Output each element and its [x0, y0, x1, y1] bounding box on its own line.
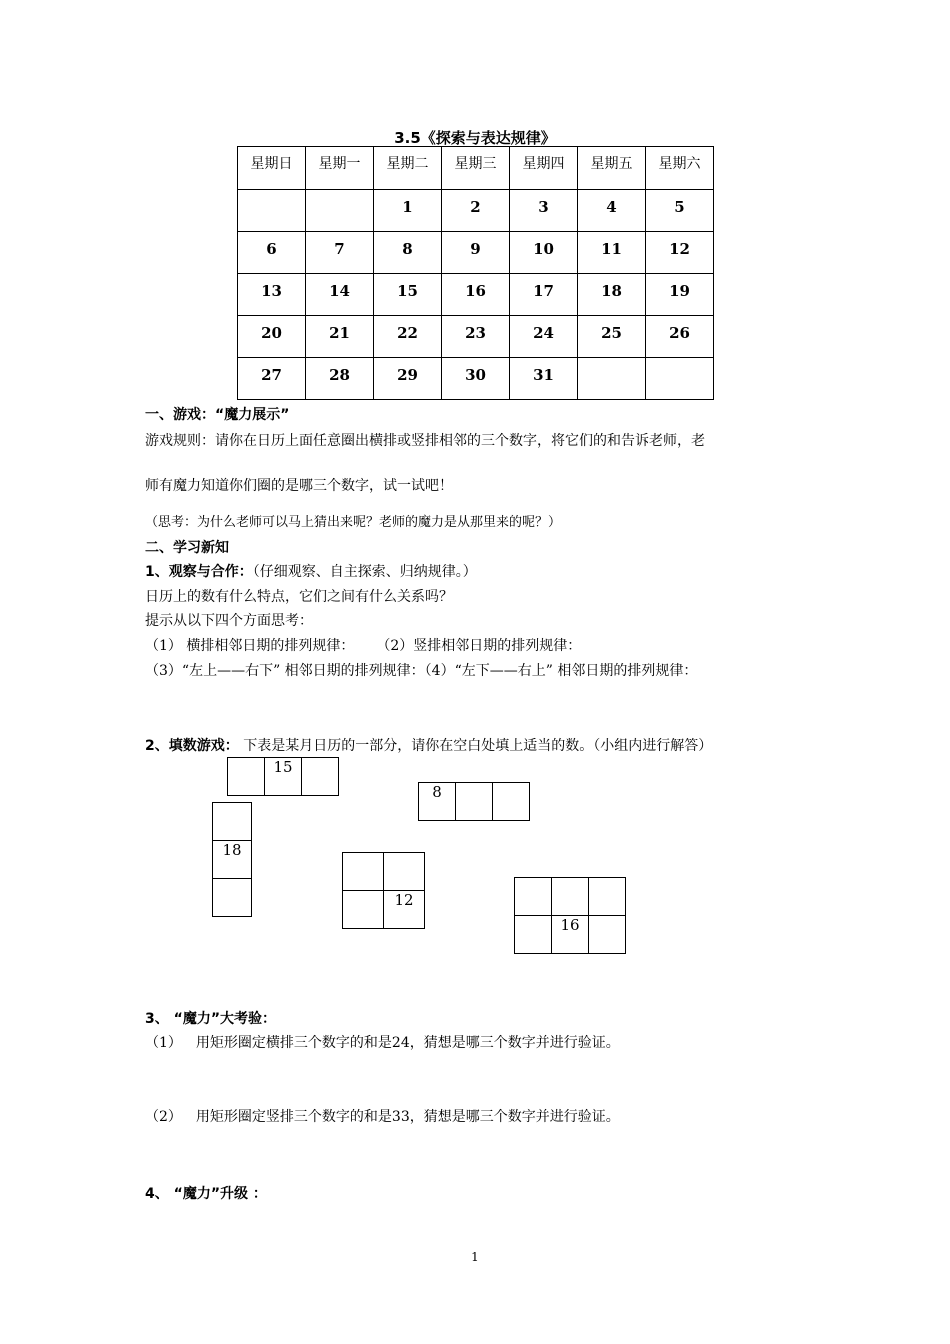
calendar-header-cell: 星期五 [578, 147, 646, 190]
calendar-day-cell: 26 [646, 316, 714, 358]
hint-line-1 [145, 635, 581, 655]
calendar-day-cell: 19 [646, 274, 714, 316]
calendar-day-cell [646, 358, 714, 400]
calendar-day-cell: 15 [374, 274, 442, 316]
q1-label: （1） [145, 1035, 182, 1051]
calendar-day-cell [238, 190, 306, 232]
fill-cell[interactable] [213, 803, 252, 841]
calendar-day-cell: 31 [510, 358, 578, 400]
fill-cell: 8 [419, 783, 456, 821]
calendar-day-cell: 17 [510, 274, 578, 316]
fill-grid-rect-16 [514, 877, 626, 954]
calendar-header-cell: 星期三 [442, 147, 510, 190]
q2-label: （2） [145, 1109, 182, 1125]
calendar-week-row [238, 316, 714, 358]
item1-note: （仔细观察、自主探索、归纳规律。） [252, 564, 477, 580]
fill-cell[interactable] [515, 878, 552, 916]
fill-grid-col-18 [212, 802, 252, 917]
fill-cell[interactable] [384, 853, 425, 891]
fill-cell[interactable] [589, 916, 626, 954]
calendar-day-cell: 4 [578, 190, 646, 232]
calendar-day-cell [578, 358, 646, 400]
fill-grid-row-8 [418, 782, 530, 821]
think-note: （思考：为什么老师可以马上猜出来呢？老师的魔力是从那里来的呢？） [145, 515, 562, 530]
fill-cell[interactable] [456, 783, 493, 821]
fill-cell[interactable] [343, 853, 384, 891]
fill-cell[interactable] [213, 879, 252, 917]
calendar-header-row [238, 147, 714, 190]
fill-cell[interactable] [493, 783, 530, 821]
item1-title: 1、观察与合作： [145, 564, 253, 580]
section3-heading: 3、 “魔力”大考验： [145, 1011, 277, 1027]
calendar-day-cell: 7 [306, 232, 374, 274]
calendar-day-cell: 28 [306, 358, 374, 400]
section4-heading: 4、 “魔力”升级 ： [145, 1186, 267, 1202]
fill-cell: 18 [213, 841, 252, 879]
item1-line [145, 561, 477, 581]
section1-heading: 一、游戏：“魔力展示” [145, 407, 290, 423]
fill-grid-row-15 [227, 757, 339, 796]
section2-heading: 二、学习新知 [145, 540, 229, 556]
calendar-day-cell: 29 [374, 358, 442, 400]
calendar-day-cell: 8 [374, 232, 442, 274]
calendar-day-cell: 22 [374, 316, 442, 358]
fill-cell[interactable] [228, 758, 265, 796]
calendar-week-row [238, 190, 714, 232]
fill-cell: 12 [384, 891, 425, 929]
hint-1: （1） 横排相邻日期的排列规律： [145, 638, 355, 654]
item2-text: 下表是某月日历的一部分，请你在空白处填上适当的数。（小组内进行解答） [243, 738, 713, 754]
hint-3: （3）“左上——右下” 相邻日期的排列规律： [145, 663, 425, 679]
calendar-day-cell: 24 [510, 316, 578, 358]
fill-cell[interactable] [343, 891, 384, 929]
item2-title: 2、填数游戏： [145, 738, 239, 754]
page-title: 3.5《探索与表达规律》 [394, 129, 556, 147]
calendar-day-cell: 30 [442, 358, 510, 400]
calendar-day-cell: 12 [646, 232, 714, 274]
hint-2: （2）竖排相邻日期的排列规律： [376, 638, 582, 654]
calendar-header-cell: 星期二 [374, 147, 442, 190]
section3-question-1 [145, 1032, 620, 1052]
game-rule-line-1: 游戏规则：请你在日历上面任意圈出横排或竖排相邻的三个数字，将它们的和告诉老师，老 [145, 433, 705, 449]
calendar-day-cell: 14 [306, 274, 374, 316]
calendar-table [237, 146, 714, 400]
calendar-day-cell [306, 190, 374, 232]
calendar-day-cell: 21 [306, 316, 374, 358]
calendar-week-row [238, 232, 714, 274]
calendar-day-cell: 20 [238, 316, 306, 358]
fill-cell[interactable] [552, 878, 589, 916]
fill-cell[interactable] [515, 916, 552, 954]
calendar-header-cell: 星期日 [238, 147, 306, 190]
hint-4: （4）“左下——右上” 相邻日期的排列规律： [424, 663, 698, 679]
calendar-header-cell: 星期一 [306, 147, 374, 190]
hint-line-2 [145, 660, 697, 680]
calendar-header-cell: 星期六 [646, 147, 714, 190]
question-line-1: 日历上的数有什么特点，它们之间有什么关系吗？ [145, 589, 453, 605]
calendar-day-cell: 2 [442, 190, 510, 232]
calendar-day-cell: 5 [646, 190, 714, 232]
calendar-week-row [238, 358, 714, 400]
page-number: 1 [471, 1250, 479, 1264]
calendar-header-cell: 星期四 [510, 147, 578, 190]
calendar-day-cell: 23 [442, 316, 510, 358]
calendar-day-cell: 1 [374, 190, 442, 232]
calendar-day-cell: 13 [238, 274, 306, 316]
q1-text: 用矩形圈定横排三个数字的和是24，猜想是哪三个数字并进行验证。 [195, 1035, 620, 1051]
fill-cell: 16 [552, 916, 589, 954]
q2-text: 用矩形圈定竖排三个数字的和是33，猜想是哪三个数字并进行验证。 [195, 1109, 620, 1125]
calendar-day-cell: 3 [510, 190, 578, 232]
game-rule-line-2: 师有魔力知道你们圈的是哪三个数字，试一试吧！ [145, 478, 453, 494]
fill-cell: 15 [265, 758, 302, 796]
calendar-week-row [238, 274, 714, 316]
calendar-day-cell: 9 [442, 232, 510, 274]
calendar-day-cell: 16 [442, 274, 510, 316]
calendar-day-cell: 6 [238, 232, 306, 274]
fill-grid-square-12 [342, 852, 425, 929]
section3-question-2 [145, 1106, 620, 1126]
fill-cell[interactable] [589, 878, 626, 916]
item2-line [145, 735, 712, 755]
fill-cell[interactable] [302, 758, 339, 796]
question-line-2: 提示从以下四个方面思考： [145, 613, 313, 629]
calendar-day-cell: 27 [238, 358, 306, 400]
calendar-day-cell: 11 [578, 232, 646, 274]
calendar-day-cell: 18 [578, 274, 646, 316]
calendar-day-cell: 25 [578, 316, 646, 358]
calendar-day-cell: 10 [510, 232, 578, 274]
